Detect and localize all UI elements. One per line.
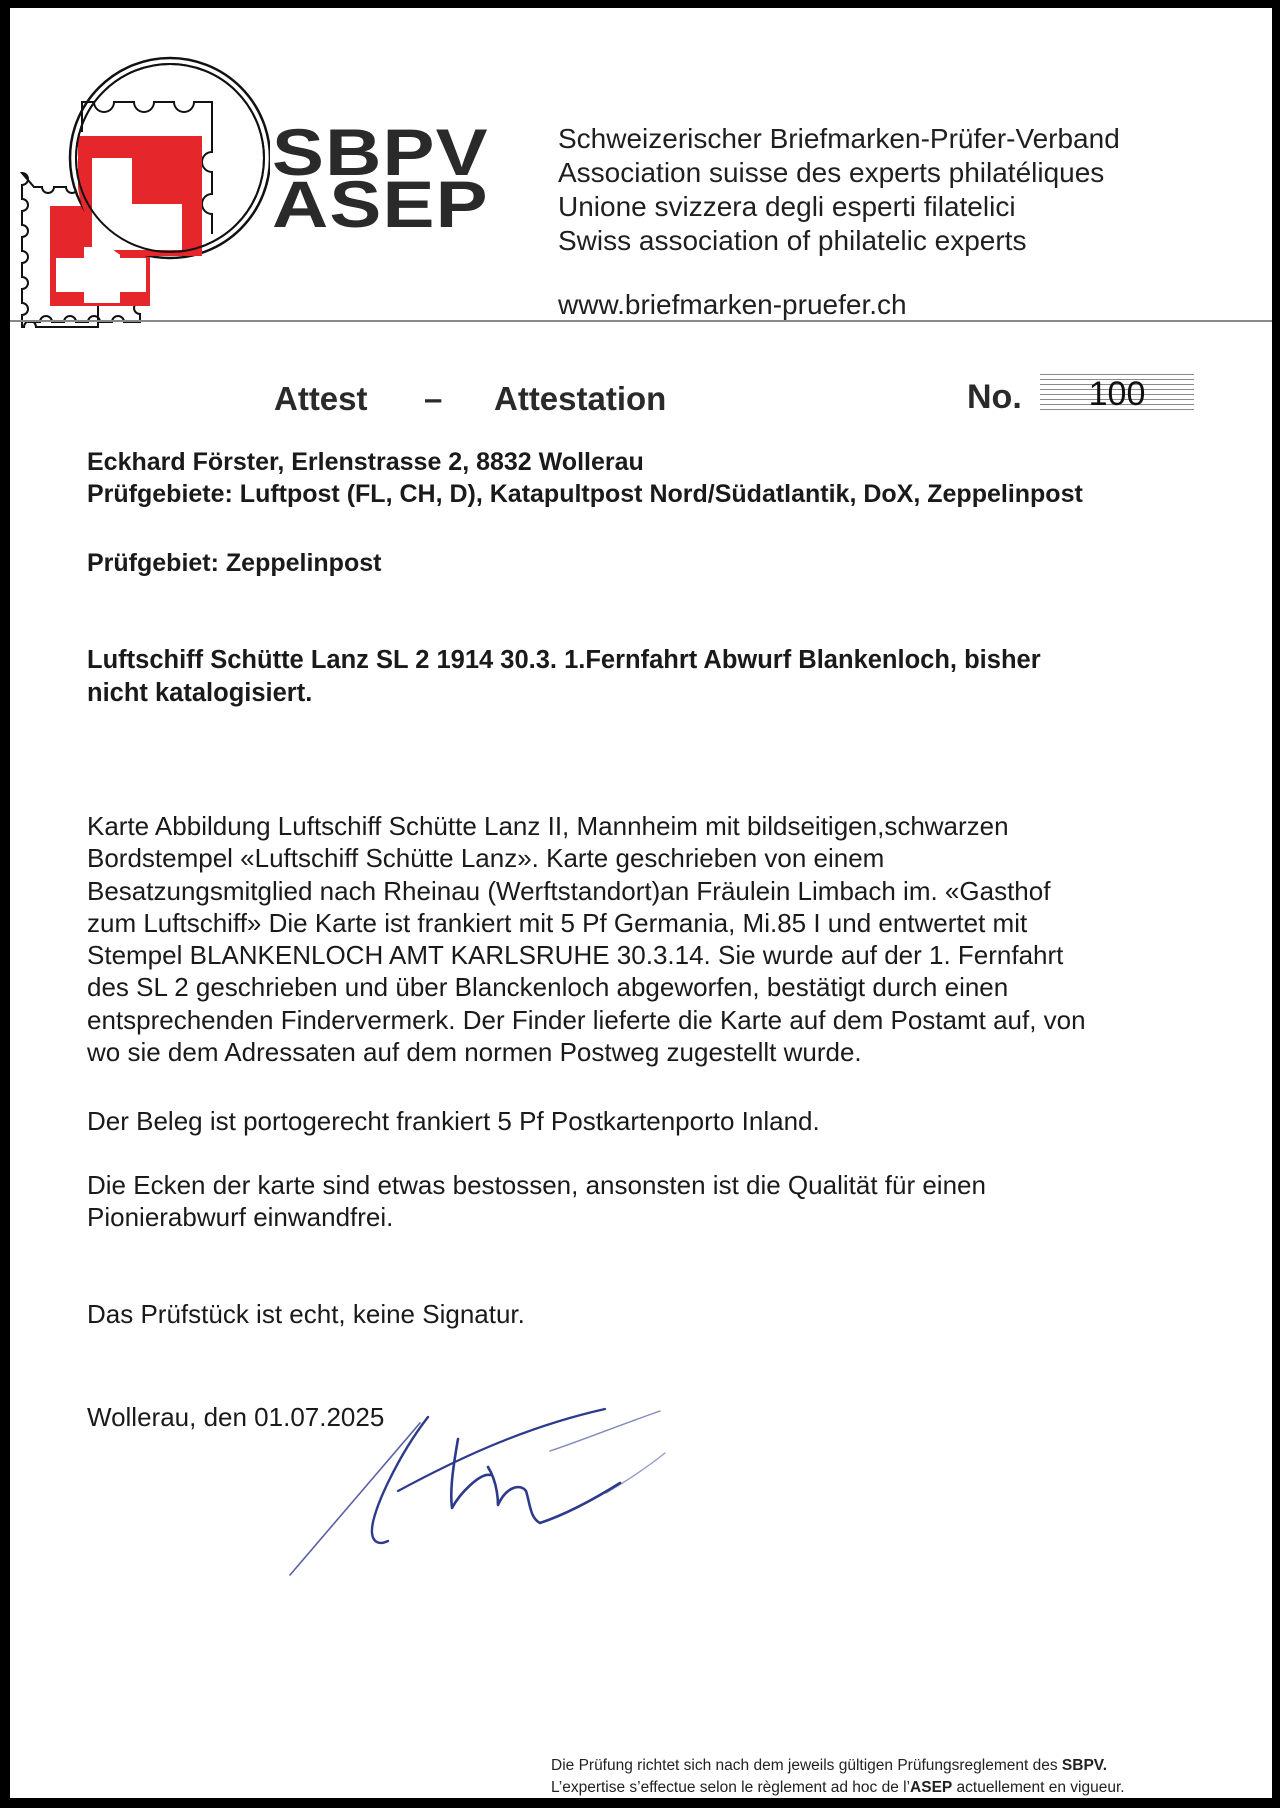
description-line: Stempel BLANKENLOCH AMT KARLSRUHE 30.3.14. Sie wurde auf der 1. Fernfahrt bbox=[87, 940, 1064, 971]
org-name-it: Unione svizzera degli esperti filatelici bbox=[558, 191, 1016, 222]
description-line: entsprechenden Findervermerk. Der Finder lieferte die Karte auf dem Postamt auf, von bbox=[87, 1004, 1086, 1035]
verdict-statement: Das Prüfstück ist echt, keine Signatur. bbox=[87, 1299, 525, 1329]
footer-text: Die Prüfung richtet sich nach dem jeweils gültigen Prüfungsreglement des bbox=[551, 1757, 1062, 1774]
org-name-en: Swiss association of philatelic experts bbox=[558, 225, 1027, 256]
description-line: des SL 2 geschrieben und über Blanckenloch abgeworfen, bestätigt durch einen bbox=[87, 972, 1009, 1003]
title-attest: Attest bbox=[274, 380, 368, 417]
description-line: wo sie dem Adressaten auf dem normen Postweg zugestellt wurde. bbox=[87, 1037, 862, 1068]
certificate-number: 100 bbox=[1088, 375, 1146, 413]
brand-asep: ASEP bbox=[272, 167, 489, 241]
condition-paragraph bbox=[87, 1169, 1217, 1234]
org-name-de: Schweizerischer Briefmarken-Prüfer-Verband bbox=[558, 123, 1120, 154]
brand-wordmark bbox=[272, 115, 489, 241]
header-divider bbox=[10, 320, 1272, 322]
footer-text: actuellement en vigueur. bbox=[952, 1779, 1125, 1796]
regulation-footer bbox=[551, 1755, 1125, 1799]
footer-line-fr bbox=[551, 1777, 1125, 1799]
condition-line: Die Ecken der karte sind etwas bestossen, ansonsten ist die Qualität für einen bbox=[87, 1170, 986, 1200]
number-label: No. bbox=[967, 378, 1022, 416]
description-paragraph bbox=[87, 810, 1217, 1068]
handwritten-signature bbox=[280, 1383, 680, 1583]
title-attestation: Attestation bbox=[494, 380, 667, 417]
footer-asep: ASEP bbox=[910, 1779, 953, 1796]
footer-sbpv: SBPV. bbox=[1061, 1757, 1108, 1774]
footer-line-de bbox=[551, 1755, 1125, 1777]
postage-statement: Der Beleg ist portogerecht frankiert 5 Pf Postkartenporto Inland. bbox=[87, 1106, 820, 1136]
subject-line-1: Luftschiff Schütte Lanz SL 2 1914 30.3. 1.Fernfahrt Abwurf Blankenloch, bisher bbox=[87, 646, 1041, 674]
org-name-fr: Association suisse des experts philatéliques bbox=[558, 157, 1105, 188]
expert-area: Prüfgebiet: Zeppelinpost bbox=[87, 549, 382, 577]
title-dash: – bbox=[424, 380, 443, 417]
description-line: Karte Abbildung Luftschiff Schütte Lanz II, Mannheim mit bildseitigen,schwarzen bbox=[87, 811, 1009, 841]
expert-areas: Prüfgebiete: Luftpost (FL, CH, D), Katapultpost Nord/Südatlantik, DoX, Zeppelinpost bbox=[87, 480, 1083, 508]
expert-name-address: Eckhard Förster, Erlenstrasse 2, 8832 Wollerau bbox=[87, 448, 644, 476]
attest-document bbox=[10, 8, 1272, 1798]
description-line: zum Luftschiff» Die Karte ist frankiert mit 5 Pf Germania, Mi.85 I und entwertet mit bbox=[87, 907, 1028, 938]
website-link[interactable]: www.briefmarken-pruefer.ch bbox=[558, 289, 907, 320]
sbpv-logo bbox=[20, 52, 180, 322]
footer-text: L’expertise s’effectue selon le règlement ad hoc de l’ bbox=[551, 1779, 911, 1796]
description-line: Bordstempel «Luftschiff Schütte Lanz». Karte geschrieben von einem bbox=[87, 843, 885, 874]
description-line: Besatzungsmitglied nach Rheinau (Werftstandort)an Fräulein Limbach im. «Gasthof bbox=[87, 875, 1051, 906]
organization-names bbox=[558, 122, 1120, 322]
condition-line: Pionierabwurf einwandfrei. bbox=[87, 1202, 394, 1233]
large-stamp-icon bbox=[70, 58, 270, 258]
number-field bbox=[1040, 374, 1194, 414]
brand-sbpv: SBPV bbox=[272, 115, 489, 189]
subject-line-2: nicht katalogisiert. bbox=[87, 679, 313, 707]
stamp-magnifier-icon bbox=[20, 52, 270, 342]
place-and-date: Wollerau, den 01.07.2025 bbox=[87, 1402, 385, 1432]
